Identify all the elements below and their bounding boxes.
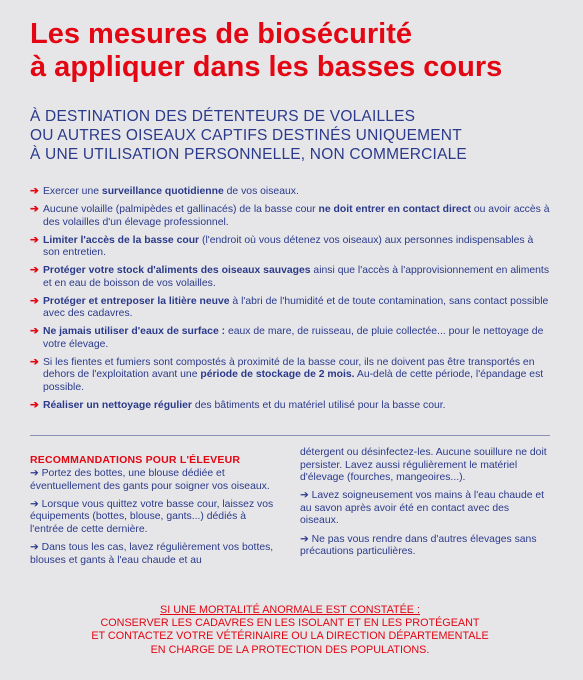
page-title (30, 18, 502, 84)
subtitle-line-2: OU AUTRES OISEAUX CAPTIFS DESTINÉS UNIQUEMENT (30, 127, 462, 144)
arrow-icon: ➔ (30, 326, 39, 338)
measure-emphasis: Réaliser un nettoyage régulier (43, 400, 192, 412)
measure-text: ou avoir accès à des volailles d'un élevage professionnel. (43, 203, 550, 228)
page-subtitle (30, 107, 467, 164)
recommendation-item: ➔ Dans tous les cas, lavez régulièrement vos bottes, blouses et gants à l'eau chaude et au (30, 541, 274, 566)
alert-line: ET CONTACTEZ VOTRE VÉTÉRINAIRE OU LA DIRECTION DÉPARTEMENTALE (91, 630, 489, 643)
arrow-icon: ➔ (30, 400, 39, 412)
measure-emphasis: Ne jamais utiliser d'eaux de surface : (43, 326, 226, 338)
arrow-icon: ➔ (30, 356, 39, 368)
subtitle-line-1: À DESTINATION DES DÉTENTEURS DE VOLAILLES (30, 108, 416, 125)
recommendation-item: ➔ Portez des bottes, une blouse dédiée et éventuellement des gants pour soigner vos oiseaux. (30, 468, 270, 492)
measure-item (30, 235, 550, 260)
arrow-icon: ➔ (30, 295, 39, 307)
subtitle-line-3: À UNE UTILISATION PERSONNELLE, NON COMMERCIALE (30, 146, 467, 163)
measure-text: Si les fientes et fumiers sont compostés à proximité de la basse cour, ils ne doivent pas être transportés en dehors de l'exploitation avant une (43, 356, 535, 381)
measures-list (30, 186, 550, 418)
measure-item (30, 204, 550, 229)
measure-emphasis: période de stockage de 2 mois. (200, 369, 355, 381)
mortality-alert (30, 604, 550, 657)
measure-text: des bâtiments et du matériel utilisé pour la basse cour. (191, 400, 446, 412)
measure-item (30, 265, 550, 290)
measure-text: Exercer une (43, 186, 102, 197)
measure-emphasis: surveillance quotidienne (101, 186, 224, 197)
recommendation-item: ➔ Lavez soigneusement vos mains à l'eau chaude et au savon après avoir été en contact avec des oiseaux. (300, 490, 545, 527)
alert-heading: SI UNE MORTALITÉ ANORMALE EST CONSTATÉE : (160, 604, 420, 616)
recommendations-column-2 (300, 447, 550, 564)
measure-emphasis: ne doit entrer en contact direct (318, 203, 471, 215)
measure-text: ainsi que l'accès à l'approvisionnement en aliments et en eau de boisson de vos volailles. (43, 265, 550, 289)
measure-item (30, 296, 550, 321)
measure-item (30, 357, 550, 395)
measure-text: à l'abri de l'humidité et de toute contamination, sans contact possible avec des cadavres. (43, 295, 549, 320)
arrow-icon: ➔ (30, 265, 39, 277)
alert-line: CONSERVER LES CADAVRES EN LES ISOLANT ET EN LES PROTÉGEANT (100, 617, 480, 630)
recommendation-item: ➔ Ne pas vous rendre dans d'autres élevages sans précautions particulières. (300, 533, 537, 558)
measure-item (30, 186, 550, 199)
measure-text: Au-delà de cette période, l'épandage est possible. (43, 369, 544, 394)
measure-item (30, 326, 550, 351)
arrow-icon: ➔ (30, 203, 39, 215)
recommendation-item: détergent ou désinfectez-les. Aucune souillure ne doit persister. Lavez aussi régulièrement le matériel d'élevage (fourches, mangeoires...). (300, 447, 547, 484)
title-line-1: Les mesures de biosécurité (30, 18, 412, 50)
arrow-icon: ➔ (30, 186, 39, 197)
alert-line: EN CHARGE DE LA PROTECTION DES POPULATIONS. (150, 643, 430, 656)
measure-emphasis: Protéger et entreposer la litière neuve (43, 295, 230, 307)
measure-text: de vos oiseaux. (223, 186, 299, 197)
title-line-2: à appliquer dans les basses cours (30, 51, 503, 83)
recommendations-heading: RECOMMANDATIONS POUR L'ÉLEVEUR (30, 454, 241, 466)
measure-emphasis: Limiter l'accès de la basse cour (43, 234, 200, 246)
measure-text: eaux de mare, de ruisseau, de pluie collectée... pour le nettoyage de votre élevage. (43, 326, 544, 350)
measure-emphasis: Protéger votre stock d'aliments des oiseaux sauvages (43, 265, 311, 277)
measure-text: (l'endroit où vous détenez vos oiseaux) aux personnes indispensables à son entretien. (43, 234, 534, 259)
recommendations-column-1 (30, 468, 282, 573)
arrow-icon: ➔ (30, 234, 39, 246)
recommendation-item: ➔ Lorsque vous quittez votre basse cour, laissez vos équipements (bottes, blouse, gants...) dédiés à l'entrée de cette dernière. (30, 498, 274, 535)
measure-text: Aucune volaille (palmipèdes et gallinacés) de la basse cour (43, 203, 319, 215)
measure-item (30, 400, 550, 413)
section-divider (30, 435, 550, 436)
